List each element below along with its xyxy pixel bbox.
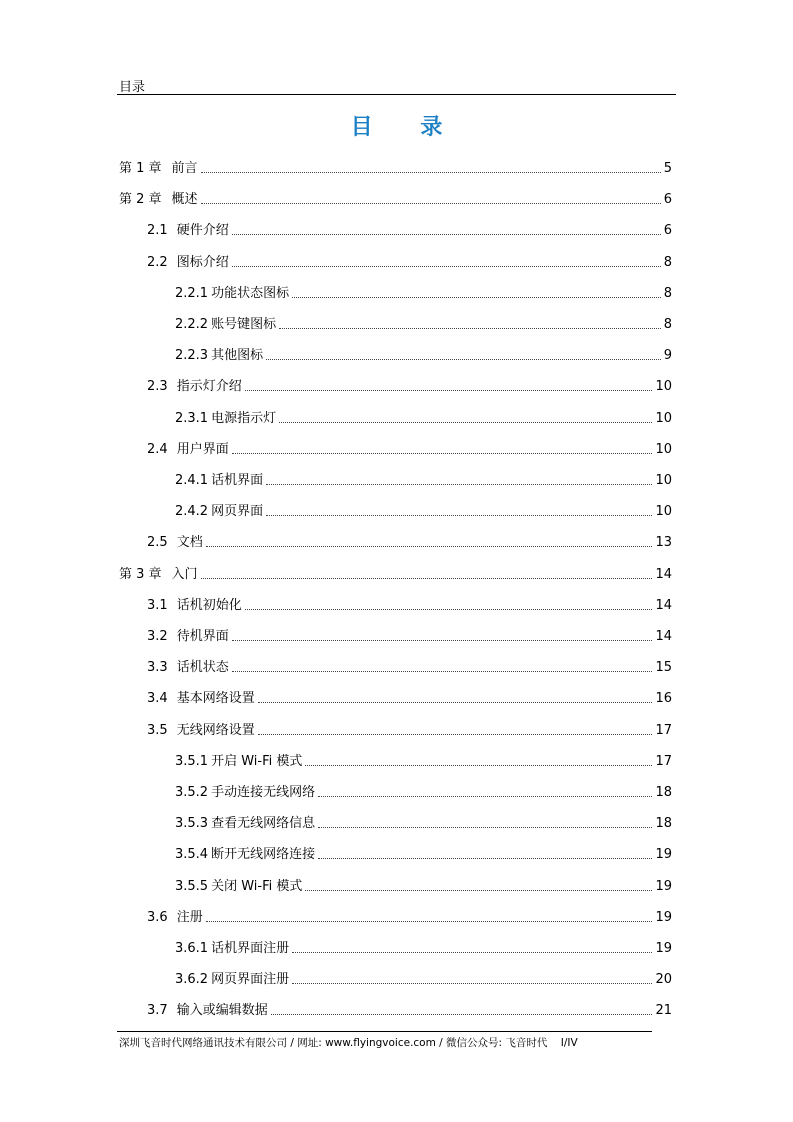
toc-entry-page: 6 bbox=[663, 223, 672, 239]
toc-dot-leader bbox=[232, 266, 661, 267]
toc-dot-leader bbox=[206, 546, 653, 547]
toc-entry-page: 19 bbox=[655, 909, 672, 925]
toc-entry-number: 2.3 bbox=[147, 379, 168, 395]
toc-dot-leader bbox=[279, 422, 652, 423]
toc-entry-number: 3.5.1 bbox=[175, 753, 209, 769]
toc-entry-title: 输入或编辑数据 bbox=[176, 1003, 268, 1019]
toc-entry-title: 概述 bbox=[171, 192, 198, 208]
toc-entry-page: 14 bbox=[655, 597, 672, 613]
toc-dot-leader bbox=[292, 983, 652, 984]
toc-entry-page: 21 bbox=[655, 1003, 672, 1019]
toc-entry[interactable] bbox=[175, 781, 672, 801]
toc-entry-number: 3.6.2 bbox=[175, 972, 209, 988]
toc-entry-page: 10 bbox=[655, 410, 672, 426]
toc-entry-number: 2.2.3 bbox=[175, 348, 209, 364]
toc-entry[interactable] bbox=[147, 251, 672, 271]
toc-entry-number: 3.5.2 bbox=[175, 785, 209, 800]
toc-entry-number: 3.2 bbox=[147, 629, 168, 644]
toc-entry-number: 3.7 bbox=[147, 1003, 168, 1019]
toc-entry-page: 14 bbox=[655, 566, 672, 582]
toc-dot-leader bbox=[258, 734, 653, 735]
toc-entry[interactable] bbox=[147, 375, 672, 395]
toc-entry-title: 无线网络设置 bbox=[176, 722, 255, 738]
toc-dot-leader bbox=[292, 297, 661, 298]
toc-entry[interactable] bbox=[175, 469, 672, 489]
toc-dot-leader bbox=[245, 609, 653, 610]
toc-entry-title: 注册 bbox=[176, 909, 203, 925]
toc-entry[interactable] bbox=[175, 968, 672, 988]
toc-entry-title: 断开无线网络连接 bbox=[211, 847, 316, 863]
toc-entry-page: 5 bbox=[663, 161, 672, 176]
toc-entry[interactable] bbox=[175, 750, 672, 770]
toc-entry[interactable] bbox=[147, 594, 672, 614]
toc-entry[interactable] bbox=[147, 438, 672, 458]
toc-entry-number: 2.2 bbox=[147, 254, 168, 270]
toc-entry[interactable] bbox=[147, 687, 672, 707]
toc-entry-number: 3.5.5 bbox=[175, 878, 209, 894]
toc-entry-number: 3.6 bbox=[147, 909, 168, 925]
toc-entry[interactable] bbox=[147, 999, 672, 1019]
toc-entry-page: 8 bbox=[663, 317, 672, 332]
toc-entry-number: 3.6.1 bbox=[175, 941, 209, 956]
toc-entry-page: 17 bbox=[655, 753, 672, 769]
toc-entry-page: 16 bbox=[655, 691, 672, 707]
toc-dot-leader bbox=[232, 234, 661, 235]
toc-entry-title: 电源指示灯 bbox=[211, 410, 277, 426]
toc-entry-page: 19 bbox=[655, 847, 672, 863]
toc-entry-title: 开启 Wi-Fi 模式 bbox=[211, 753, 303, 769]
toc-entry[interactable] bbox=[175, 344, 672, 364]
toc-entry-page: 15 bbox=[655, 660, 672, 676]
toc-entry-title: 查看无线网络信息 bbox=[211, 816, 316, 832]
toc-entry-page: 17 bbox=[655, 722, 672, 738]
toc-entry-number: 3.3 bbox=[147, 660, 168, 676]
toc-entry-title: 前言 bbox=[171, 161, 198, 176]
toc-entry-page: 20 bbox=[655, 972, 672, 988]
toc-dot-leader bbox=[201, 203, 661, 204]
toc-entry-page: 13 bbox=[655, 535, 672, 551]
toc-entry-title: 用户界面 bbox=[176, 441, 229, 457]
toc-entry-page: 10 bbox=[655, 441, 672, 457]
toc-entry-number: 3.5.4 bbox=[175, 847, 209, 863]
toc-entry[interactable] bbox=[147, 625, 672, 645]
toc-dot-leader bbox=[292, 952, 652, 953]
toc-entry-title: 指示灯介绍 bbox=[176, 379, 242, 395]
toc-entry-page: 10 bbox=[655, 504, 672, 520]
toc-dot-leader bbox=[232, 671, 653, 672]
toc-entry-title: 其他图标 bbox=[211, 348, 264, 364]
toc-entry-title: 网页界面 bbox=[211, 504, 264, 520]
toc-dot-leader bbox=[305, 890, 652, 891]
toc-entry-title: 话机初始化 bbox=[176, 597, 242, 613]
toc-entry-title: 网页界面注册 bbox=[211, 972, 290, 988]
header-rule bbox=[117, 94, 676, 95]
toc-entry-number: 第 1 章 bbox=[119, 161, 162, 176]
toc-dot-leader bbox=[266, 484, 652, 485]
toc-dot-leader bbox=[232, 453, 653, 454]
toc-entry[interactable] bbox=[147, 719, 672, 739]
toc-dot-leader bbox=[305, 765, 652, 766]
toc-dot-leader bbox=[206, 921, 653, 922]
toc-entry[interactable] bbox=[119, 188, 672, 208]
footer-rule bbox=[117, 1031, 652, 1032]
toc-entry[interactable] bbox=[175, 875, 672, 895]
toc-title: 目 录 bbox=[350, 115, 463, 140]
toc-entry-page: 19 bbox=[655, 878, 672, 894]
toc-entry-number: 3.4 bbox=[147, 691, 168, 707]
footer-text: 深圳飞音时代网络通讯技术有限公司 / 网址: www.flyingvoice.com / 微信公众号: 飞音时代 I/IV bbox=[119, 1037, 578, 1049]
toc-dot-leader bbox=[271, 1014, 653, 1015]
toc-dot-leader bbox=[201, 172, 661, 173]
toc-entry-title: 话机界面注册 bbox=[211, 941, 290, 956]
toc-entry[interactable] bbox=[175, 313, 672, 333]
toc-entry-title: 功能状态图标 bbox=[211, 285, 290, 301]
toc-entry-number: 第 2 章 bbox=[119, 192, 162, 208]
toc-dot-leader bbox=[318, 796, 652, 797]
toc-entry-page: 10 bbox=[655, 473, 672, 488]
toc-entry-number: 2.4.2 bbox=[175, 504, 209, 520]
toc-entry-title: 入门 bbox=[171, 566, 198, 582]
toc-entry-title: 硬件介绍 bbox=[176, 223, 229, 239]
toc-entry[interactable] bbox=[147, 219, 672, 239]
toc-entry-title: 手动连接无线网络 bbox=[211, 785, 316, 800]
toc-entry-title: 账号键图标 bbox=[211, 317, 277, 332]
toc-entry-page: 10 bbox=[655, 379, 672, 395]
toc-entry-page: 14 bbox=[655, 629, 672, 644]
toc-entry-number: 2.2.2 bbox=[175, 317, 209, 332]
toc-entry-page: 8 bbox=[663, 254, 672, 270]
toc-entry[interactable] bbox=[147, 656, 672, 676]
toc-entry-number: 2.4.1 bbox=[175, 473, 209, 488]
toc-dot-leader bbox=[245, 390, 653, 391]
toc-entry-number: 第 3 章 bbox=[119, 566, 162, 582]
toc-entry-number: 3.1 bbox=[147, 597, 168, 613]
toc-entry-page: 18 bbox=[655, 816, 672, 832]
running-header: 目录 bbox=[119, 80, 146, 95]
toc-entry[interactable] bbox=[119, 157, 672, 177]
toc-entry[interactable] bbox=[175, 843, 672, 863]
toc-entry-title: 话机界面 bbox=[211, 473, 264, 488]
toc-dot-leader bbox=[232, 640, 653, 641]
toc-entry[interactable] bbox=[175, 282, 672, 302]
toc-entry-page: 19 bbox=[655, 941, 672, 956]
toc-entry-page: 9 bbox=[663, 348, 672, 364]
toc-entry-number: 3.5 bbox=[147, 722, 168, 738]
toc-entry-page: 6 bbox=[663, 192, 672, 208]
toc-dot-leader bbox=[318, 827, 652, 828]
toc-entry-title: 基本网络设置 bbox=[176, 691, 255, 707]
toc-entry[interactable] bbox=[119, 563, 672, 583]
toc-entry-page: 8 bbox=[663, 285, 672, 301]
toc-dot-leader bbox=[201, 578, 653, 579]
toc-dot-leader bbox=[318, 858, 652, 859]
toc-entry[interactable] bbox=[175, 812, 672, 832]
toc-entry-title: 关闭 Wi-Fi 模式 bbox=[211, 878, 303, 894]
toc-entry-number: 2.1 bbox=[147, 223, 168, 239]
toc-entry[interactable] bbox=[175, 500, 672, 520]
toc-entry-title: 图标介绍 bbox=[176, 254, 229, 270]
toc-dot-leader bbox=[266, 515, 652, 516]
toc-entry-number: 2.3.1 bbox=[175, 410, 209, 426]
toc-entry-number: 2.4 bbox=[147, 441, 168, 457]
toc-entry-number: 3.5.3 bbox=[175, 816, 209, 832]
toc-dot-leader bbox=[279, 328, 661, 329]
toc-entry[interactable] bbox=[147, 531, 672, 551]
toc-entry[interactable] bbox=[147, 906, 672, 926]
toc-entry-title: 话机状态 bbox=[176, 660, 229, 676]
toc-entry-title: 待机界面 bbox=[176, 629, 229, 644]
toc-entry-number: 2.2.1 bbox=[175, 285, 209, 301]
toc-entry[interactable] bbox=[175, 407, 672, 427]
toc-entry-title: 文档 bbox=[176, 535, 203, 551]
toc-entry[interactable] bbox=[175, 937, 672, 957]
toc-entry-page: 18 bbox=[655, 785, 672, 800]
toc-entry-number: 2.5 bbox=[147, 535, 168, 551]
toc-dot-leader bbox=[266, 359, 661, 360]
toc-dot-leader bbox=[258, 702, 653, 703]
